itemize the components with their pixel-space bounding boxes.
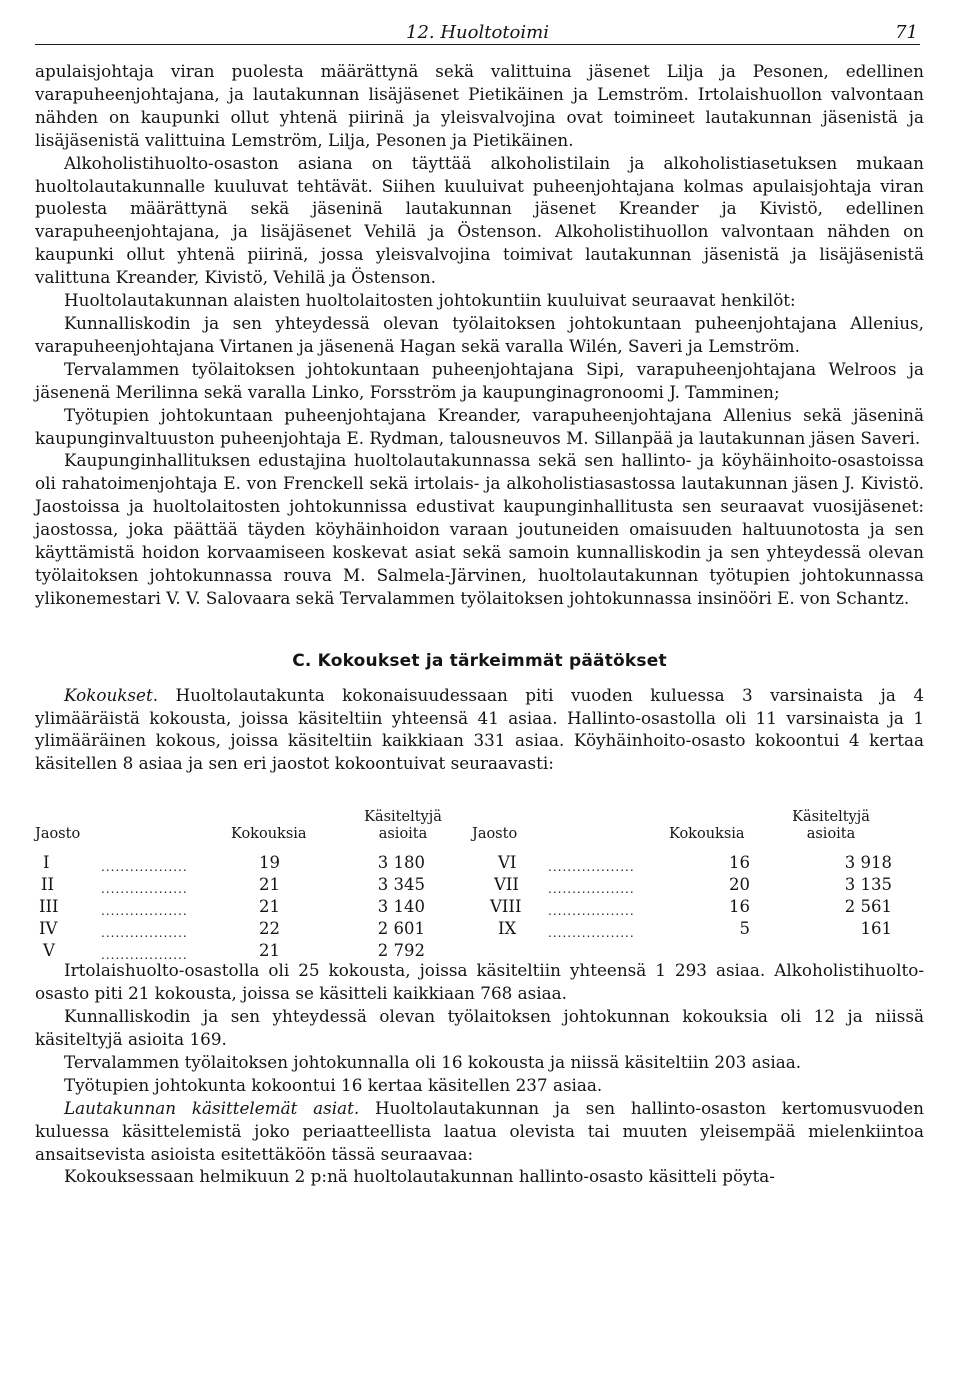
meetings-table [35,809,924,963]
asioita-cell: 3 345 [377,875,425,895]
kokouksia-cell: 21 [259,897,280,917]
paragraph: Tervalammen työlaitoksen johtokunnalla oli 16 kokousta ja niissä käsiteltiin 203 asiaa. [64,1051,802,1072]
asioita-cell: 3 135 [844,875,892,895]
paragraph: Kunnalliskodin ja sen yhteydessä olevan työlaitoksen johtokuntaan puheenjohtajana Allenius, varapuheenjohtajana Virtanen ja jäsenenä Hagan sekä varalla Wilén, Saveri ja Lemström. [35,312,924,356]
table-row [35,852,455,874]
paragraph: apulaisjohtaja viran puolesta määrättynä sekä valittuina jäsenet Lilja ja Pesonen, edellinen varapuheenjohtajana, ja lautakunnan lisäjäsenet Pietikäinen ja Lemström. Irtolaishuollon valvontaan nähden on kaupunki ollut yhtenä piirinä ja yleisvalvojina ovat toimineet lautakunnan jäsenistä ja lisäjäsenistä valittuina Lemström, Lilja, Pesonen ja Pietikäinen. [35,61,924,150]
kokouksia-cell: 16 [729,853,750,873]
run-in-label: Lautakunnan käsittelemät asiat. [64,1097,360,1118]
col-header-jaosto: Jaosto [472,826,518,843]
paragraph: Tervalammen työlaitoksen johtokuntaan puheenjohtajana Sipi, varapuheenjohtajana Welroos ja jäsenenä Merilinna sekä varalla Linko, Forsström ja kaupunginagronoomi J. Tamminen; [35,358,924,402]
section-heading: C. Kokoukset ja tärkeimmät päätökset [292,650,667,671]
jaosto-cell: I [43,853,50,873]
jaosto-cell: VIII [490,897,522,917]
paragraph [35,1097,924,1166]
dot-leader: .................. [548,860,635,875]
table-row [472,918,892,940]
kokouksia-cell: 21 [259,941,280,961]
paragraph: Kunnalliskodin ja sen yhteydessä olevan työlaitoksen johtokunnan kokouksia oli 12 ja niissä käsiteltyjä asioita 169. [35,1006,924,1049]
paragraph-text: Huoltolautakunnan ja sen hallinto-osaston kertomusvuoden kuluessa käsittelemistä joko periaatteellista laatua olevista tai muuten yleisempää mielenkiintoa ansaitsevista asioista esitettäköön tässä seuraavaa: [35,1097,924,1164]
jaosto-cell: IV [39,919,58,939]
jaosto-cell: VII [494,875,519,895]
jaosto-cell: VI [498,853,517,873]
paragraph: Irtolaishuolto-osastolla oli 25 kokousta, joissa käsiteltiin yhteensä 1 293 asiaa. Alkoholistihuolto-osasto piti 21 kokousta, joissa se käsitteli kaikkiaan 768 asiaa. [35,960,924,1004]
paragraph: Työtupien johtokunta kokoontui 16 kertaa käsitellen 237 asiaa. [64,1074,603,1095]
asioita-cell: 3 140 [377,897,425,917]
asioita-cell: 3 918 [844,853,892,873]
jaosto-cell: III [39,897,59,917]
table-row [35,940,455,962]
run-in-label: Kokoukset. [64,684,159,705]
table-row [472,896,892,918]
table-row [35,874,455,896]
dot-leader: .................. [101,926,188,941]
kokouksia-cell: 22 [259,919,280,939]
dot-leader: .................. [101,904,188,919]
kokouksia-cell: 21 [259,875,280,895]
col-header-jaosto: Jaosto [35,826,81,843]
asioita-cell: 2 601 [377,919,425,939]
kokouksia-cell: 16 [729,897,750,917]
col-header-line: asioita [806,826,856,843]
dot-leader: .................. [548,904,635,919]
dot-leader: .................. [101,948,188,963]
jaosto-cell: V [43,941,55,961]
asioita-cell: 2 561 [844,897,892,917]
paragraph: Huoltolautakunnan alaisten huoltolaitosten johtokuntiin kuuluivat seuraavat henkilöt: [64,290,796,311]
page-number: 71 [895,22,918,43]
paragraph: Alkoholistihuolto-osaston asiana on täyttää alkoholistilain ja alkoholistiasetuksen mukaan huoltolautakunnalle kuuluvat tehtävät. Siihen kuuluivat puheenjohtajana kolmas apulaisjohtaja viran puolesta määrättynä sekä jäseninä lautakunnan jäsenet Kreander ja Kivistö, edellinen varapuheenjohtajana, ja lisäjäsenet Vehilä ja Östenson. Alkoholistihuollon valvontaan nähden on kaupunki ollut yhtenä piirinä, jossa yleisvalvojina toimivat lautakunnan jäsenistä ja lisäjäsenistä valittuna Kreander, Kivistö, Vehilä ja Östenson. [35,152,924,288]
col-header-line: asioita [378,826,428,843]
col-header-kasiteltyja [781,809,881,843]
col-header-line: Käsiteltyjä [364,809,442,826]
dot-leader: .................. [101,882,188,897]
chapter-title: 12. Huoltotoimi [406,22,549,43]
asioita-cell: 3 180 [377,853,425,873]
table-row [35,896,455,918]
paragraph [35,684,924,776]
kokouksia-cell: 19 [259,853,280,873]
table-row [472,852,892,874]
col-header-kokouksia: Kokouksia [669,826,745,843]
paragraph: Kokouksessaan helmikuun 2 p:nä huoltolautakunnan hallinto-osasto käsitteli pöyta- [64,1166,775,1187]
col-header-kasiteltyja [353,809,453,843]
paragraph: Kaupunginhallituksen edustajina huoltolautakunnassa sekä sen hallinto- ja köyhäinhoito-osastoissa oli rahatoimenjohtaja E. von Frenckell sekä irtolais- ja alkoholistiasastossa lautakunnan jäsen J. Kivistö. Jaostoissa ja huoltolaitosten johtokunnissa edustivat kaupunginhallitusta sen seuraavat vuosijäsenet: jaostossa, joka päättää täyden köyhäinhoidon varaan joutuneiden omaisuuden haltuunotosta ja sen käyttämistä hoidon korvaamiseen koskevat asiat sekä samoin kunnalliskodin ja sen yhteydessä olevan työlaitoksen johtokunnassa rouva M. Salmela-Järvinen, huoltolautakunnan työtupien johtokunnassa ylikonemestari V. V. Salovaara sekä Tervalammen työlaitoksen johtokunnassa insinööri E. von Schantz. [35,450,924,608]
after-table [35,959,924,1188]
page-body [35,60,924,1188]
dot-leader: .................. [548,882,635,897]
asioita-cell: 161 [860,919,892,939]
asioita-cell: 2 792 [377,941,425,961]
dot-leader: .................. [548,926,635,941]
table-row [472,874,892,896]
paragraph: Työtupien johtokuntaan puheenjohtajana Kreander, varapuheenjohtajana Allenius sekä jäseninä kaupunginvaltuuston puheenjohtaja E. Rydman, talousneuvos M. Sillanpää ja lautakunnan jäsen Saveri. [35,404,924,448]
dot-leader: .................. [101,860,188,875]
col-header-line: Käsiteltyjä [792,809,870,826]
kokouksia-cell: 20 [729,875,750,895]
jaosto-cell: IX [498,919,517,939]
col-header-kokouksia: Kokouksia [231,826,307,843]
kokouksia-cell: 5 [739,919,750,939]
jaosto-cell: II [41,875,55,895]
table-row [35,918,455,940]
paragraph-text: Huoltolautakunta kokonaisuudessaan piti vuoden kuluessa 3 varsinaista ja 4 ylimääräistä kokousta, joissa käsiteltiin yhteensä 41 asiaa. Hallinto-osastolla oli 11 varsinaista ja 1 ylimääräinen kokous, joissa käsiteltiin kaikkiaan 331 asiaa. Köyhäinhoito-osasto kokoontui 4 kertaa käsitellen 8 asiaa ja sen eri jaostot kokoontuivat seuraavasti: [35,684,924,774]
running-header [35,20,920,45]
